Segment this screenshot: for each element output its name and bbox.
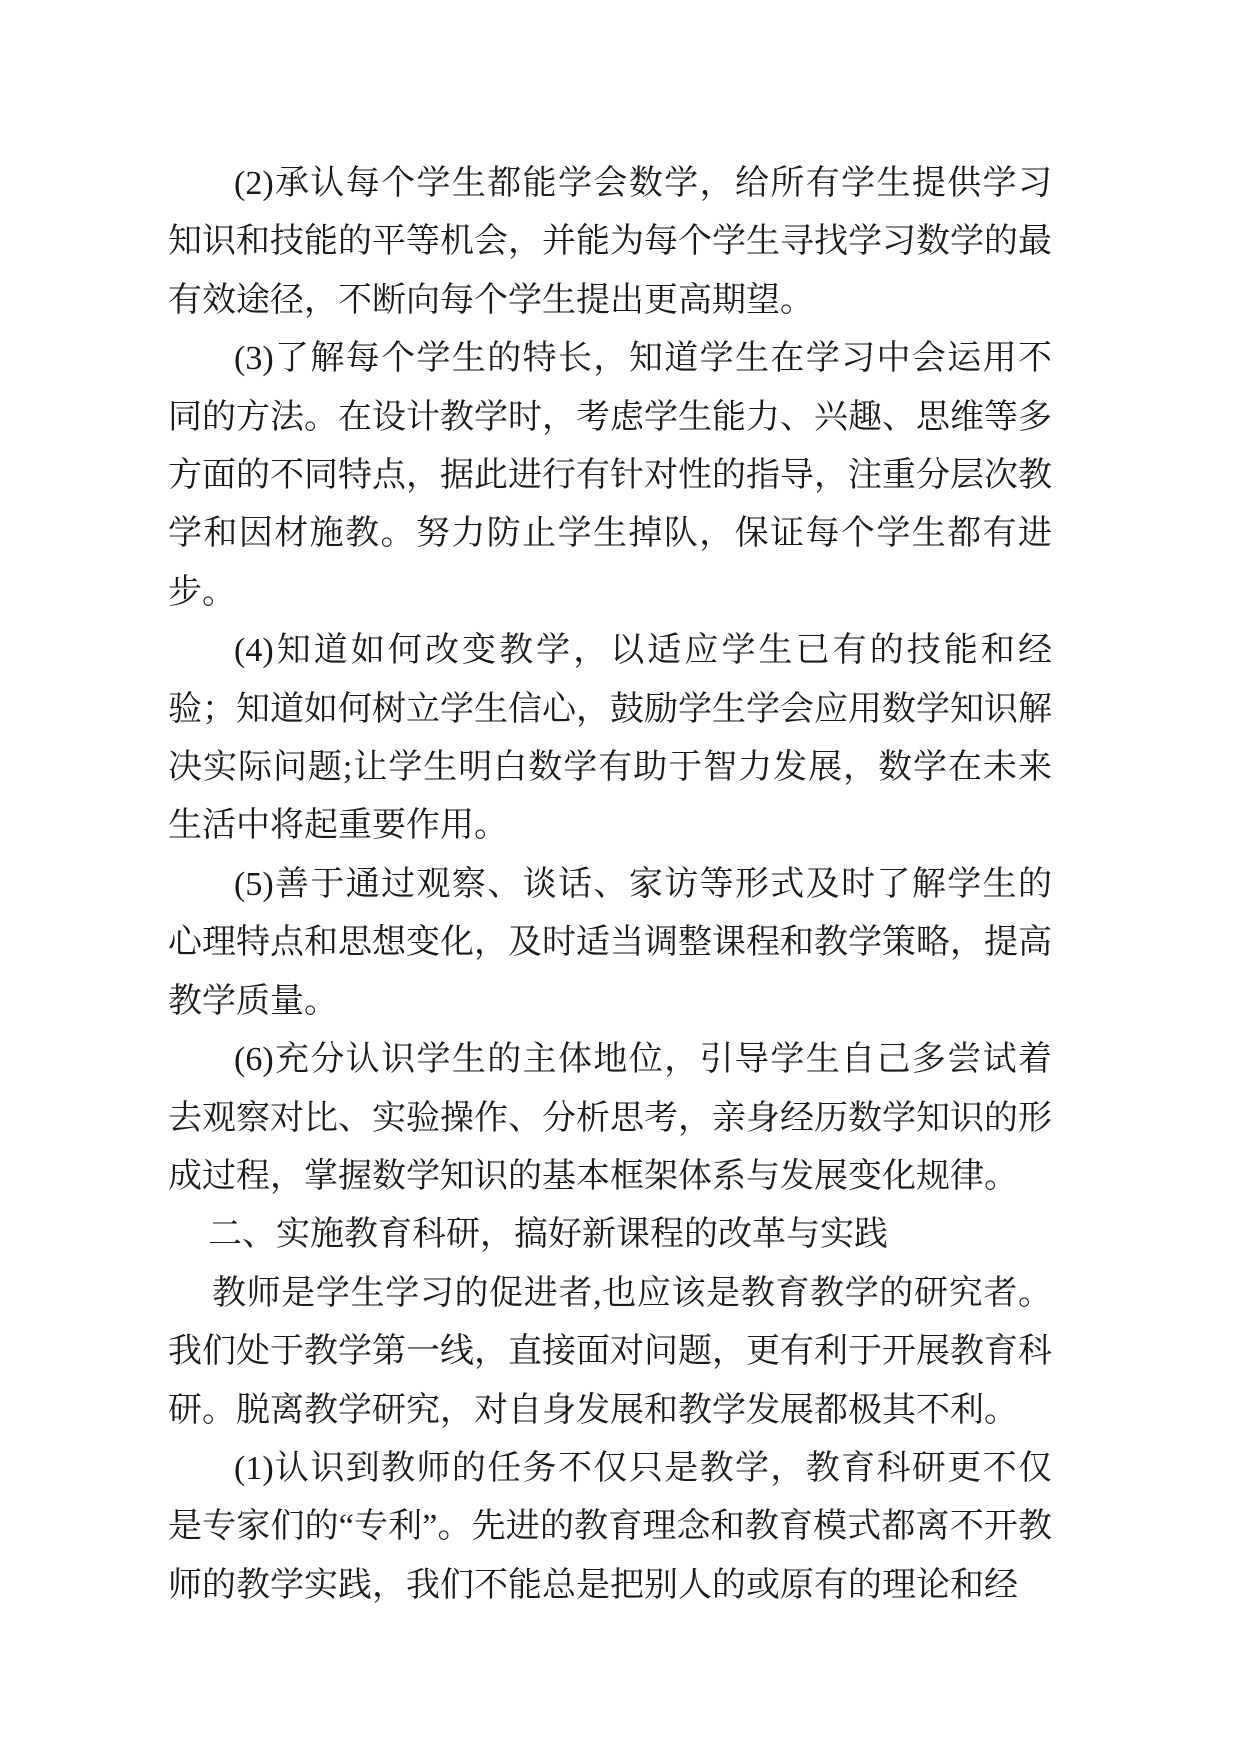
paragraph-item-1: (1)认识到教师的任务不仅只是教学，教育科研更不仅是专家们的“专利”。先进的教育理念和教育模式都离不开教师的教学实践，我们不能总是把别人的或原有的理论和经 <box>168 1449 1052 1604</box>
paragraph-body: 教师是学生学习的促进者,也应该是教育教学的研究者。我们处于教学第一线，直接面对问题，更有利于开展教育科研。脱离教学研究，对自身发展和教学发展都极其不利。 <box>168 1274 1052 1429</box>
paragraph-item-5: (5)善于通过观察、谈话、家访等形式及时了解学生的心理特点和思想变化，及时适当调整课程和教学策略，提高教学质量。 <box>168 865 1052 1020</box>
paragraph-item-2: (2)承认每个学生都能学会数学，给所有学生提供学习知识和技能的平等机会，并能为每个学生寻找学习数学的最有效途径，不断向每个学生提出更高期望。 <box>168 165 1052 319</box>
paragraph-item-3: (3)了解每个学生的特长，知道学生在学习中会运用不同的方法。在设计教学时，考虑学生能力、兴趣、思维等多方面的不同特点，据此进行有针对性的指导，注重分层次教学和因材施教。努力防止学生掉队，保证每个学生都有进步。 <box>168 340 1052 611</box>
paragraph-item-4: (4)知道如何改变教学，以适应学生已有的技能和经验；知道如何树立学生信心，鼓励学生学会应用数学知识解决实际问题;让学生明白数学有助于智力发展，数学在未来生活中将起重要作用。 <box>168 632 1052 845</box>
paragraph-item-6: (6)充分认识学生的主体地位，引导学生自己多尝试着去观察对比、实验操作、分析思考，亲身经历数学知识的形成过程，掌握数学知识的基本框架体系与发展变化规律。 <box>168 1041 1052 1195</box>
document-text-block <box>168 155 1052 1615</box>
section-heading: 二、实施教育科研，搞好新课程的改革与实践 <box>208 1216 888 1254</box>
